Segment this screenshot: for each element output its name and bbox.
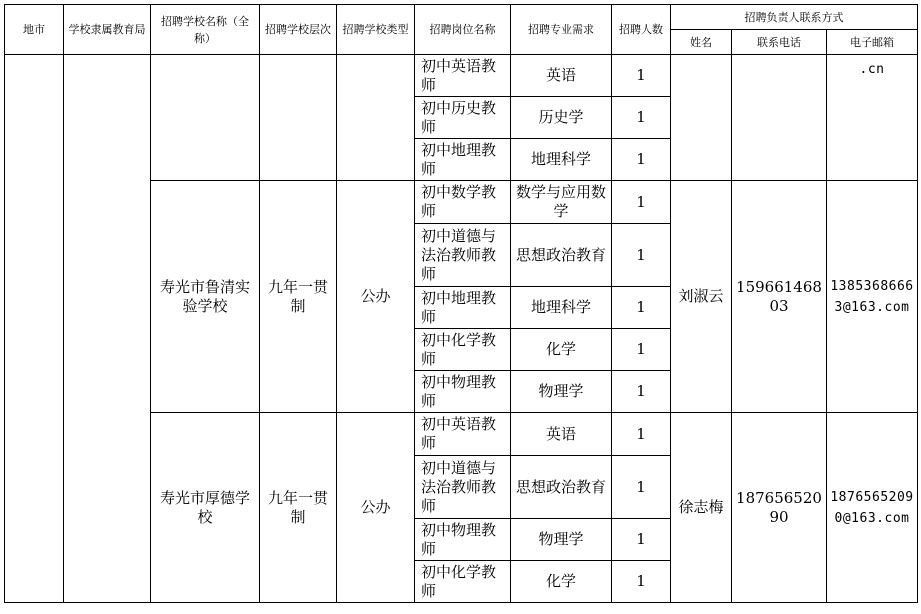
position-cell: 初中道德与法治教师教师 (415, 456, 511, 519)
header-bureau: 学校隶属教育局 (64, 5, 151, 55)
header-major: 招聘专业需求 (511, 5, 612, 55)
header-position: 招聘岗位名称 (415, 5, 511, 55)
header-level: 招聘学校层次 (260, 5, 337, 55)
count-cell: 1 (612, 55, 671, 97)
position-cell: 初中化学教师 (415, 329, 511, 371)
school-cell: 寿光市鲁清实验学校 (151, 181, 260, 413)
major-cell: 物理学 (511, 371, 612, 413)
position-cell: 初中英语教师 (415, 413, 511, 456)
type-cell: 公办 (337, 413, 415, 603)
recruitment-table (4, 4, 918, 603)
position-cell: 初中化学教师 (415, 561, 511, 603)
header-count: 招聘人数 (612, 5, 671, 55)
header-contact-email: 电子邮箱 (827, 30, 918, 55)
count-cell: 1 (612, 371, 671, 413)
count-cell: 1 (612, 329, 671, 371)
school-cell: 寿光市厚德学校 (151, 413, 260, 603)
major-cell: 思想政治教育 (511, 224, 612, 287)
contact-email-cell: 13853686663@163.com (827, 181, 918, 413)
position-cell: 初中道德与法治教师教师 (415, 224, 511, 287)
position-cell: 初中物理教师 (415, 519, 511, 561)
type-cell: 公办 (337, 181, 415, 413)
header-school-name: 招聘学校名称（全称） (151, 5, 260, 55)
count-cell: 1 (612, 519, 671, 561)
header-contact-name: 姓名 (671, 30, 732, 55)
contact-name-cell: 徐志梅 (671, 413, 732, 603)
position-cell: 初中历史教师 (415, 97, 511, 139)
position-cell: 初中物理教师 (415, 371, 511, 413)
major-cell: 英语 (511, 413, 612, 456)
level-cell: 九年一贯制 (260, 181, 337, 413)
bureau-cell (64, 55, 151, 603)
position-cell: 初中英语教师 (415, 55, 511, 97)
header-type: 招聘学校类型 (337, 5, 415, 55)
contact-phone-cell: 15966146803 (732, 181, 827, 413)
major-cell: 数学与应用数学 (511, 181, 612, 224)
count-cell: 1 (612, 413, 671, 456)
major-cell: 地理科学 (511, 287, 612, 329)
count-cell: 1 (612, 287, 671, 329)
count-cell: 1 (612, 97, 671, 139)
count-cell: 1 (612, 456, 671, 519)
major-cell: 历史学 (511, 97, 612, 139)
position-cell: 初中地理教师 (415, 287, 511, 329)
contact-email-cell: .cn (827, 55, 918, 181)
major-cell: 化学 (511, 329, 612, 371)
type-cell (337, 55, 415, 181)
count-cell: 1 (612, 181, 671, 224)
contact-name-cell: 刘淑云 (671, 181, 732, 413)
contact-name-cell (671, 55, 732, 181)
header-city: 地市 (5, 5, 64, 55)
header-contact: 招聘负责人联系方式 (671, 5, 918, 30)
contact-email-cell: 18765652090@163.com (827, 413, 918, 603)
contact-phone-cell: 18765652090 (732, 413, 827, 603)
count-cell: 1 (612, 139, 671, 181)
school-cell (151, 55, 260, 181)
major-cell: 地理科学 (511, 139, 612, 181)
count-cell: 1 (612, 224, 671, 287)
major-cell: 思想政治教育 (511, 456, 612, 519)
major-cell: 化学 (511, 561, 612, 603)
header-contact-phone: 联系电话 (732, 30, 827, 55)
major-cell: 物理学 (511, 519, 612, 561)
city-cell (5, 55, 64, 603)
major-cell: 英语 (511, 55, 612, 97)
position-cell: 初中地理教师 (415, 139, 511, 181)
position-cell: 初中数学教师 (415, 181, 511, 224)
contact-phone-cell (732, 55, 827, 181)
level-cell: 九年一贯制 (260, 413, 337, 603)
level-cell (260, 55, 337, 181)
count-cell: 1 (612, 561, 671, 603)
